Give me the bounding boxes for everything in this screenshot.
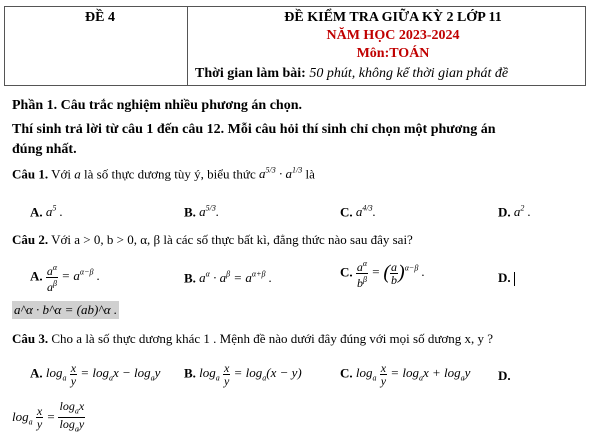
q3-b-expr: $\log_a$ $\frac{x}{y}$ = $\log_a(x - y)$ [199, 361, 302, 388]
q1-b-label: B. [184, 204, 196, 220]
q2-a-rhs: = $a^{\alpha-\beta}$ . [61, 268, 100, 284]
q1-option-d[interactable] [498, 204, 531, 220]
q1-option-b[interactable] [184, 204, 219, 220]
q3-c-label: C. [340, 365, 353, 381]
q3-option-d[interactable] [498, 368, 511, 384]
q2-b-label: B. [184, 270, 196, 286]
q2-option-a[interactable] [30, 262, 100, 293]
q3-a-expr: $\log_a$ $\frac{x}{y}$ = $\log_ax - \log_ay$ [45, 361, 161, 388]
q3-option-a[interactable] [30, 362, 160, 387]
q3-option-b[interactable] [184, 362, 302, 387]
instruction-line2: đúng nhất. [12, 142, 77, 157]
header-divider [187, 7, 188, 85]
q2-b-expr: $a^\alpha \cdot a^\beta = a^{\alpha+\beta}$ . [199, 270, 272, 286]
subject: Môn:TOÁN [356, 46, 430, 61]
q1-text-b: là số thực dương tùy ý, biểu thức [84, 166, 256, 182]
q2-c-label: C. [340, 264, 353, 280]
exam-code: ĐỀ 4 [85, 10, 115, 25]
q2-label: Câu 2. [12, 232, 49, 247]
q3-b-label: B. [184, 365, 196, 381]
q3-a-label: A. [30, 365, 43, 381]
question-2 [12, 232, 413, 248]
q2-d-label: D. [498, 270, 511, 285]
q3-c-expr: $\log_a$ $\frac{x}{y}$ = $\log_ax + \log_ay$ [355, 361, 471, 388]
q3-label: Câu 3. [12, 331, 49, 346]
q2-option-d-expr[interactable]: a^α · b^α = (ab)^α . [14, 302, 118, 317]
instruction-line1: Thí sinh trả lời từ câu 1 đến câu 12. Mỗi câu hỏi thí sinh chỉ chọn một phương án [12, 122, 496, 137]
q2-option-d[interactable] [498, 270, 515, 286]
q1-option-a[interactable] [30, 204, 63, 220]
time-label: Thời gian làm bài: [195, 66, 306, 81]
q2-a-label: A. [30, 268, 43, 284]
q1-var: a [74, 166, 81, 182]
q1-option-c[interactable] [340, 204, 376, 220]
exam-title: ĐỀ KIỂM TRA GIỮA KỲ 2 LỚP 11 [284, 10, 502, 25]
text-cursor [514, 272, 515, 286]
time-value: 50 phút, không kể thời gian phát đề [309, 66, 509, 81]
q3-text: Cho a là số thực dương khác 1 . Mệnh đề nào dưới đây đúng với mọi số dương x, y ? [51, 331, 494, 346]
q1-d-label: D. [498, 204, 511, 220]
q1-d-expr: $a^2$ . [513, 204, 531, 220]
school-year: NĂM HỌC 2023-2024 [326, 28, 460, 43]
q2-a-frac: $\frac{a^\alpha}{a^\beta}$ [46, 263, 58, 294]
q1-c-expr: $a^{4/3}$. [355, 204, 376, 220]
q2-option-b[interactable] [184, 270, 272, 286]
q1-b-expr: $a^{5/3}$. [199, 204, 220, 220]
question-1 [12, 166, 315, 182]
q1-text-a: Với [51, 166, 72, 182]
q1-a-label: A. [30, 204, 43, 220]
question-3 [12, 331, 493, 347]
header-table [4, 6, 586, 86]
q3-d-label: D. [498, 368, 511, 383]
q1-label: Câu 1. [12, 166, 49, 182]
q1-a-expr: $a^5$ . [45, 204, 63, 220]
q3-option-c[interactable] [340, 362, 470, 387]
q1-text-c: là [305, 166, 315, 182]
q2-option-c[interactable] [340, 258, 425, 289]
time-info [195, 66, 508, 82]
q2-text: Với a > 0, b > 0, α, β là các số thực bất kì, đẳng thức nào sau đây sai? [51, 232, 413, 247]
q2-c-frac: $\frac{a^\alpha}{b^\beta}$ [356, 259, 368, 290]
q2-c-rhs: = ( $\frac{a}{b}$ )$^{\alpha-\beta}$ . [371, 260, 425, 287]
q3-option-d-expr[interactable]: $\log_a$ $\frac{x}{y}$ = $\frac{\log_ax}{\log_ay}$ [12, 399, 85, 434]
q1-expression: $a^{5/3} \cdot a^{1/3}$ [258, 166, 303, 182]
part-title: Phần 1. Câu trắc nghiệm nhiều phương án chọn. [12, 98, 302, 113]
q1-c-label: C. [340, 204, 353, 220]
